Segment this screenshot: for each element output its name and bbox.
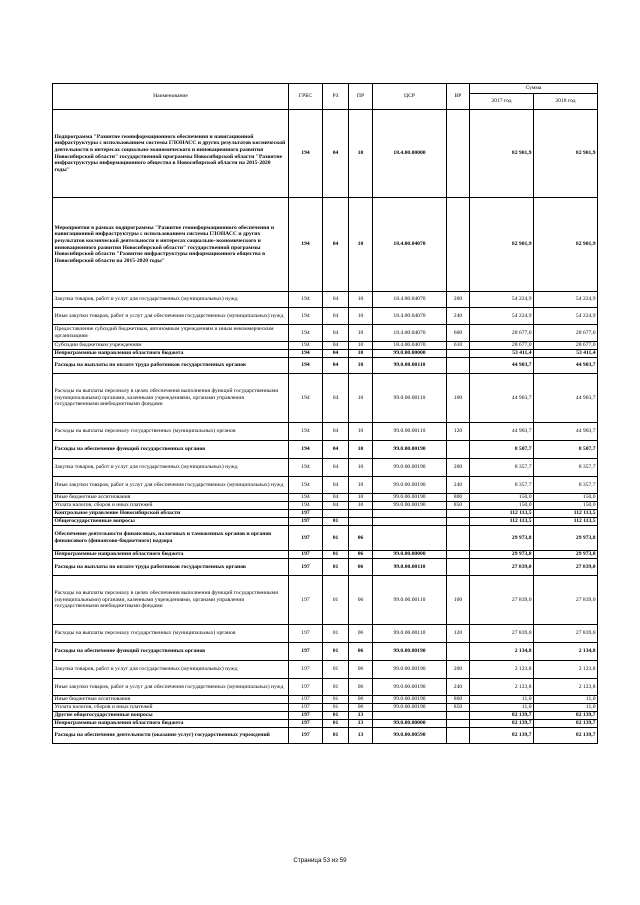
table-row (53, 459, 598, 477)
row-sum-2017: 54 224,9 (470, 292, 534, 308)
row-vr (447, 526, 470, 551)
row-sum-2017: 11,0 (470, 704, 534, 712)
row-sum-2018: 82 901,9 (534, 110, 598, 198)
table-row (53, 526, 598, 551)
row-csr: 99.0.00.00190 (373, 661, 447, 679)
row-name: Обеспечение деятельности финансовых, налоговых и таможенных органов и органов финансового (финансово-бюджетного) надзора (53, 526, 289, 551)
row-pr (349, 510, 373, 518)
row-sum-2017: 27 839,0 (470, 559, 534, 576)
row-grbs: 197 (289, 518, 323, 526)
row-sum-2018: 44 903,7 (534, 423, 598, 441)
table-row (53, 502, 598, 510)
row-sum-2017: 82 139,7 (470, 712, 534, 720)
row-vr: 800 (447, 696, 470, 704)
row-csr: 99.0.00.00110 (373, 358, 447, 374)
row-pr: 06 (349, 704, 373, 712)
row-grbs: 194 (289, 308, 323, 325)
row-sum-2018: 8 357,7 (534, 477, 598, 494)
row-vr (447, 358, 470, 374)
row-name: Общегосударственные вопросы (53, 518, 289, 526)
row-pr: 10 (349, 110, 373, 198)
row-csr: 99.0.00.00110 (373, 374, 447, 423)
row-vr (447, 198, 470, 292)
header-grbs: ГРБС (289, 84, 323, 110)
table-row (53, 712, 598, 720)
row-sum-2017: 2 123,8 (470, 679, 534, 696)
row-name: Субсидии бюджетным учреждениям (53, 342, 289, 350)
row-vr (447, 551, 470, 559)
row-sum-2017: 112 113,5 (470, 518, 534, 526)
header-year-2018: 2018 год (534, 94, 598, 110)
row-sum-2018: 112 113,5 (534, 518, 598, 526)
table-row (53, 198, 598, 292)
row-rz (323, 510, 349, 518)
row-rz: 01 (323, 559, 349, 576)
budget-table (52, 83, 598, 744)
row-name: Расходы на выплаты персоналу в целях обеспечения выполнения функций государственными (муниципальными) органами, казенными учреждениями, органами управления государственными внебюджетными фондами (53, 576, 289, 625)
row-sum-2018: 28 677,0 (534, 325, 598, 342)
row-vr: 200 (447, 661, 470, 679)
table-row (53, 696, 598, 704)
row-vr: 850 (447, 502, 470, 510)
row-sum-2018: 82 139,7 (534, 712, 598, 720)
row-sum-2017: 29 973,8 (470, 551, 534, 559)
row-grbs: 197 (289, 679, 323, 696)
row-csr: 18.4.00.04070 (373, 292, 447, 308)
row-vr: 240 (447, 477, 470, 494)
table-row (53, 728, 598, 744)
row-sum-2017: 53 411,4 (470, 350, 534, 358)
row-vr (447, 728, 470, 744)
row-rz: 04 (323, 374, 349, 423)
row-rz: 01 (323, 704, 349, 712)
row-grbs: 197 (289, 643, 323, 661)
table-body (53, 110, 598, 744)
row-pr (349, 518, 373, 526)
row-pr: 10 (349, 374, 373, 423)
row-rz: 04 (323, 358, 349, 374)
row-sum-2017: 11,0 (470, 696, 534, 704)
row-name: Контрольное управление Новосибирской области (53, 510, 289, 518)
row-csr: 99.0.00.00190 (373, 494, 447, 502)
row-name: Расходы на выплаты персоналу государственных (муниципальных) органов (53, 423, 289, 441)
row-csr: 99.0.00.00190 (373, 477, 447, 494)
row-sum-2018: 29 973,8 (534, 551, 598, 559)
row-pr: 10 (349, 459, 373, 477)
row-sum-2018: 82 139,7 (534, 720, 598, 728)
row-vr: 600 (447, 325, 470, 342)
row-rz: 01 (323, 696, 349, 704)
row-vr: 240 (447, 308, 470, 325)
row-sum-2018: 150,0 (534, 502, 598, 510)
row-name: Подпрограмма "Развитие геоинформационного обеспечения и навигационной инфраструктуры с использованием системы ГЛОНАСС и других результатов космической деятельности в интересах социально-экономического и инновационного развития Новосибирской области" государственной программы Новосибирской области "Развитие инфраструктуры информационного общества в Новосибирской области на 2015-2020 годы" (53, 110, 289, 198)
row-csr: 99.0.00.00000 (373, 350, 447, 358)
row-sum-2018: 28 677,0 (534, 342, 598, 350)
row-vr: 100 (447, 374, 470, 423)
row-name: Расходы на выплаты по оплате труда работников государственных органов (53, 559, 289, 576)
row-pr: 06 (349, 643, 373, 661)
row-csr: 18.4.00.04070 (373, 325, 447, 342)
row-sum-2017: 44 903,7 (470, 374, 534, 423)
row-vr (447, 350, 470, 358)
row-grbs: 194 (289, 358, 323, 374)
table-row (53, 423, 598, 441)
table-row (53, 510, 598, 518)
row-grbs: 197 (289, 510, 323, 518)
row-name: Иные бюджетные ассигнования (53, 696, 289, 704)
row-name: Расходы на выплаты персоналу в целях обеспечения выполнения функций государственными (муниципальными) органами, казенными учреждениями, органами управления государственными внебюджетными фондами (53, 374, 289, 423)
row-csr (373, 518, 447, 526)
table-row (53, 110, 598, 198)
row-grbs: 194 (289, 374, 323, 423)
table-row (53, 704, 598, 712)
row-sum-2017: 28 677,0 (470, 342, 534, 350)
row-csr (373, 712, 447, 720)
table-row (53, 661, 598, 679)
row-vr (447, 510, 470, 518)
row-sum-2018: 150,0 (534, 494, 598, 502)
row-sum-2017: 44 903,7 (470, 423, 534, 441)
row-grbs: 197 (289, 704, 323, 712)
row-sum-2017: 27 839,0 (470, 625, 534, 643)
row-sum-2018: 27 839,0 (534, 559, 598, 576)
row-sum-2018: 54 224,9 (534, 292, 598, 308)
row-pr: 06 (349, 661, 373, 679)
row-name: Расходы на обеспечение функций государственных органов (53, 441, 289, 459)
row-csr: 99.0.00.00190 (373, 679, 447, 696)
row-rz: 04 (323, 494, 349, 502)
row-vr: 200 (447, 459, 470, 477)
row-csr (373, 526, 447, 551)
row-rz: 04 (323, 423, 349, 441)
row-rz: 04 (323, 198, 349, 292)
row-csr: 99.0.00.00000 (373, 551, 447, 559)
row-name: Другие общегосударственные вопросы (53, 712, 289, 720)
row-rz: 01 (323, 728, 349, 744)
row-name: Расходы на обеспечение деятельности (оказание услуг) государственных учреждений (53, 728, 289, 744)
row-grbs: 197 (289, 696, 323, 704)
row-sum-2017: 82 901,9 (470, 110, 534, 198)
row-name: Расходы на выплаты по оплате труда работников государственных органов (53, 358, 289, 374)
table-row (53, 358, 598, 374)
table-row (53, 559, 598, 576)
row-grbs: 197 (289, 712, 323, 720)
table-row (53, 350, 598, 358)
row-sum-2018: 44 903,7 (534, 374, 598, 423)
row-sum-2017: 82 139,7 (470, 720, 534, 728)
row-name: Закупка товаров, работ и услуг для государственных (муниципальных) нужд (53, 292, 289, 308)
row-vr: 120 (447, 625, 470, 643)
row-sum-2017: 112 113,5 (470, 510, 534, 518)
row-vr (447, 518, 470, 526)
row-pr: 06 (349, 526, 373, 551)
row-grbs: 194 (289, 292, 323, 308)
row-sum-2017: 8 357,7 (470, 459, 534, 477)
row-pr: 06 (349, 576, 373, 625)
row-name: Мероприятия в рамках подпрограммы "Развитие геоинформационного обеспечения и навигационной инфраструктуры с использованием системы ГЛОНАСС и других результатов космической деятельности в интересах социально-экономического и инновационного развития Новосибирской области" государственной программы Новосибирской области "Развитие инфраструктуры информационного общества в Новосибирской области на 2015-2020 годы" (53, 198, 289, 292)
row-grbs: 194 (289, 502, 323, 510)
row-rz: 04 (323, 502, 349, 510)
row-grbs: 194 (289, 350, 323, 358)
row-rz: 01 (323, 712, 349, 720)
row-csr: 99.0.00.00190 (373, 643, 447, 661)
row-name: Предоставление субсидий бюджетным, автономным учреждениям и иным некоммерческим организациям (53, 325, 289, 342)
row-pr: 13 (349, 728, 373, 744)
header-name: Наименование (53, 84, 289, 110)
row-pr: 10 (349, 423, 373, 441)
row-name: Непрограммные направления областного бюджета (53, 720, 289, 728)
row-sum-2017: 28 677,0 (470, 325, 534, 342)
row-sum-2018: 2 123,8 (534, 661, 598, 679)
header-sum: Сумма (470, 84, 598, 94)
row-sum-2017: 54 224,9 (470, 308, 534, 325)
row-rz: 01 (323, 551, 349, 559)
table-row (53, 643, 598, 661)
row-csr: 99.0.00.00190 (373, 502, 447, 510)
table-row (53, 494, 598, 502)
table-row (53, 551, 598, 559)
row-sum-2018: 11,0 (534, 704, 598, 712)
header-year-2017: 2017 год (470, 94, 534, 110)
row-vr (447, 441, 470, 459)
row-rz: 04 (323, 477, 349, 494)
page-number: Страница 53 из 59 (293, 857, 347, 864)
row-csr: 99.0.00.00590 (373, 728, 447, 744)
row-sum-2018: 8 507,7 (534, 441, 598, 459)
row-pr: 10 (349, 198, 373, 292)
row-name: Непрограммные направления областного бюджета (53, 350, 289, 358)
row-name: Уплата налогов, сборов и иных платежей (53, 704, 289, 712)
table-row (53, 374, 598, 423)
table-row (53, 342, 598, 350)
table-row (53, 576, 598, 625)
row-grbs: 194 (289, 494, 323, 502)
row-vr: 200 (447, 292, 470, 308)
row-csr: 99.0.00.00190 (373, 441, 447, 459)
row-vr: 120 (447, 423, 470, 441)
row-pr: 10 (349, 477, 373, 494)
row-grbs: 194 (289, 110, 323, 198)
row-csr: 99.0.00.00190 (373, 459, 447, 477)
row-name: Непрограммные направления областного бюджета (53, 551, 289, 559)
row-rz: 04 (323, 308, 349, 325)
row-pr: 13 (349, 712, 373, 720)
row-sum-2018: 82 901,9 (534, 198, 598, 292)
row-grbs: 197 (289, 720, 323, 728)
row-sum-2018: 27 839,0 (534, 576, 598, 625)
row-rz: 04 (323, 441, 349, 459)
row-rz: 01 (323, 679, 349, 696)
row-vr: 800 (447, 494, 470, 502)
row-grbs: 197 (289, 551, 323, 559)
row-sum-2018: 54 224,9 (534, 308, 598, 325)
row-pr: 10 (349, 350, 373, 358)
row-pr: 13 (349, 720, 373, 728)
row-rz: 01 (323, 526, 349, 551)
row-csr: 99.0.00.00110 (373, 423, 447, 441)
row-rz: 04 (323, 292, 349, 308)
row-sum-2017: 2 134,8 (470, 643, 534, 661)
row-sum-2017: 8 507,7 (470, 441, 534, 459)
row-sum-2018: 44 903,7 (534, 358, 598, 374)
row-grbs: 194 (289, 423, 323, 441)
row-grbs: 197 (289, 526, 323, 551)
table-row (53, 477, 598, 494)
row-rz: 01 (323, 720, 349, 728)
row-rz: 04 (323, 110, 349, 198)
row-sum-2017: 2 123,8 (470, 661, 534, 679)
row-name: Иные бюджетные ассигнования (53, 494, 289, 502)
row-vr: 850 (447, 704, 470, 712)
row-rz: 04 (323, 350, 349, 358)
row-grbs: 197 (289, 625, 323, 643)
row-csr (373, 510, 447, 518)
header-rz: РЗ (323, 84, 349, 110)
table-row (53, 292, 598, 308)
row-name: Расходы на обеспечение функций государственных органов (53, 643, 289, 661)
table-row (53, 441, 598, 459)
table-row (53, 679, 598, 696)
row-sum-2017: 82 139,7 (470, 728, 534, 744)
row-name: Уплата налогов, сборов и иных платежей (53, 502, 289, 510)
row-name: Закупка товаров, работ и услуг для государственных (муниципальных) нужд (53, 661, 289, 679)
row-pr: 10 (349, 441, 373, 459)
row-grbs: 197 (289, 576, 323, 625)
table-row (53, 518, 598, 526)
table-row (53, 308, 598, 325)
row-name: Иные закупки товаров, работ и услуг для обеспечения государственных (муниципальных) нужд (53, 679, 289, 696)
header-vr: ВР (447, 84, 470, 110)
row-sum-2017: 82 901,9 (470, 198, 534, 292)
row-sum-2017: 27 839,0 (470, 576, 534, 625)
table-row (53, 720, 598, 728)
row-sum-2018: 8 357,7 (534, 459, 598, 477)
row-grbs: 194 (289, 459, 323, 477)
row-csr: 99.0.00.00190 (373, 696, 447, 704)
row-grbs: 197 (289, 559, 323, 576)
row-pr: 06 (349, 551, 373, 559)
row-vr: 240 (447, 679, 470, 696)
row-vr: 610 (447, 342, 470, 350)
row-csr: 99.0.00.00190 (373, 704, 447, 712)
row-vr (447, 720, 470, 728)
row-pr: 06 (349, 696, 373, 704)
row-csr: 99.0.00.00110 (373, 559, 447, 576)
row-sum-2017: 44 903,7 (470, 358, 534, 374)
row-vr (447, 712, 470, 720)
table-header (53, 84, 598, 110)
row-grbs: 194 (289, 325, 323, 342)
row-sum-2018: 112 113,5 (534, 510, 598, 518)
row-grbs: 194 (289, 342, 323, 350)
row-pr: 10 (349, 342, 373, 350)
row-pr: 10 (349, 292, 373, 308)
row-csr: 18.4.00.04070 (373, 342, 447, 350)
row-pr: 06 (349, 559, 373, 576)
row-name: Расходы на выплаты персоналу государственных (муниципальных) органов (53, 625, 289, 643)
row-csr: 18.4.00.04070 (373, 308, 447, 325)
row-pr: 10 (349, 308, 373, 325)
row-vr (447, 559, 470, 576)
row-sum-2017: 29 973,8 (470, 526, 534, 551)
row-grbs: 194 (289, 477, 323, 494)
row-csr: 99.0.00.00000 (373, 720, 447, 728)
row-sum-2018: 2 123,8 (534, 679, 598, 696)
row-sum-2018: 82 139,7 (534, 728, 598, 744)
row-pr: 06 (349, 679, 373, 696)
row-pr: 10 (349, 325, 373, 342)
row-pr: 06 (349, 625, 373, 643)
row-sum-2018: 27 839,0 (534, 625, 598, 643)
row-grbs: 194 (289, 441, 323, 459)
row-csr: 99.0.00.00110 (373, 576, 447, 625)
row-vr (447, 643, 470, 661)
header-csr: ЦСР (373, 84, 447, 110)
table-row (53, 325, 598, 342)
row-name: Иные закупки товаров, работ и услуг для обеспечения государственных (муниципальных) нужд (53, 308, 289, 325)
row-rz: 01 (323, 518, 349, 526)
row-grbs: 197 (289, 728, 323, 744)
row-rz: 01 (323, 576, 349, 625)
row-pr: 10 (349, 358, 373, 374)
row-name: Иные закупки товаров, работ и услуг для обеспечения государственных (муниципальных) нужд (53, 477, 289, 494)
row-vr: 100 (447, 576, 470, 625)
row-pr: 10 (349, 494, 373, 502)
header-pr: ПР (349, 84, 373, 110)
row-csr: 99.0.00.00110 (373, 625, 447, 643)
row-rz: 04 (323, 459, 349, 477)
row-sum-2017: 150,0 (470, 494, 534, 502)
row-rz: 01 (323, 643, 349, 661)
row-grbs: 194 (289, 198, 323, 292)
row-csr: 18.4.00.00000 (373, 110, 447, 198)
row-rz: 04 (323, 325, 349, 342)
row-sum-2017: 8 357,7 (470, 477, 534, 494)
row-rz: 01 (323, 625, 349, 643)
row-rz: 04 (323, 342, 349, 350)
row-vr (447, 110, 470, 198)
row-sum-2018: 29 973,8 (534, 526, 598, 551)
table-row (53, 625, 598, 643)
row-pr: 10 (349, 502, 373, 510)
row-csr: 18.4.00.04070 (373, 198, 447, 292)
row-sum-2018: 53 411,4 (534, 350, 598, 358)
row-sum-2018: 11,0 (534, 696, 598, 704)
row-grbs: 197 (289, 661, 323, 679)
row-name: Закупка товаров, работ и услуг для государственных (муниципальных) нужд (53, 459, 289, 477)
row-rz: 01 (323, 661, 349, 679)
row-sum-2018: 2 134,8 (534, 643, 598, 661)
row-sum-2017: 150,0 (470, 502, 534, 510)
